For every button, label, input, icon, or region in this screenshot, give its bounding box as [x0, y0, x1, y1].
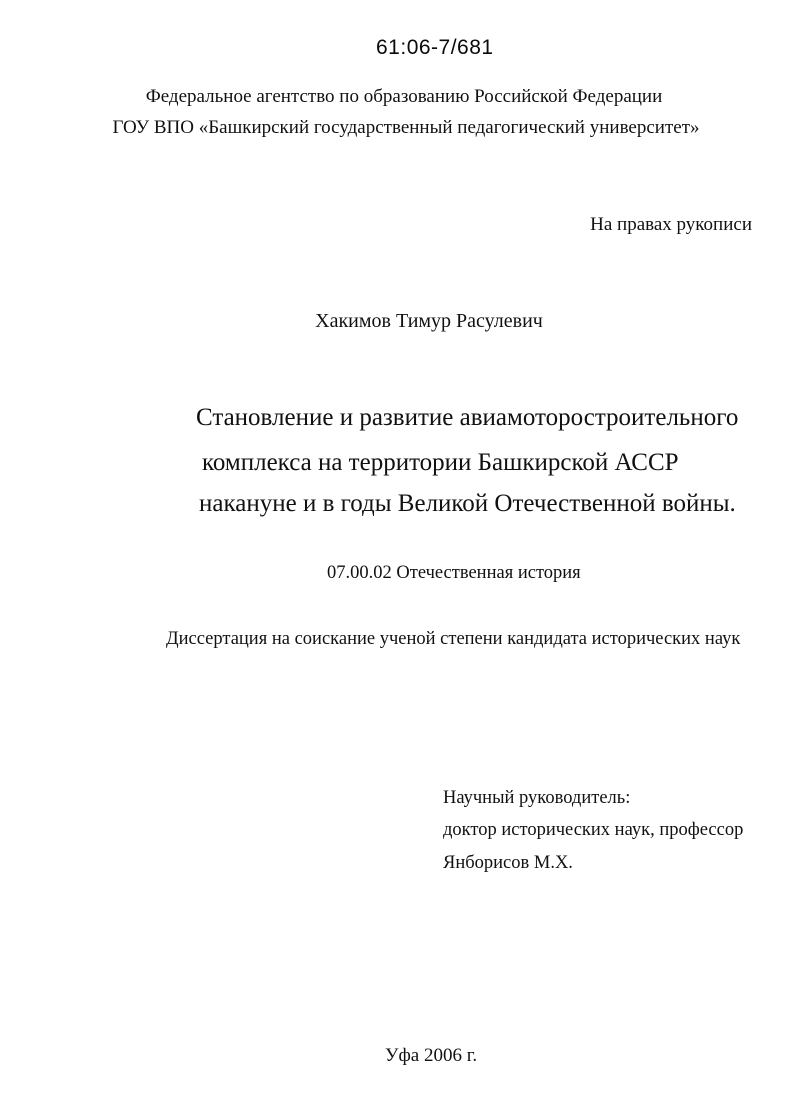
title-line: накануне и в годы Великой Отечественной войны. [199, 490, 736, 517]
supervisor-label: Научный руководитель: [443, 788, 631, 808]
university-name: ГОУ ВПО «Башкирский государственный педагогический университет» [112, 117, 700, 138]
title-line: комплекса на территории Башкирской АССР [202, 449, 679, 476]
supervisor-name: Янборисов М.Х. [443, 853, 573, 873]
archive-code: 61:06-7/681 [376, 36, 494, 59]
degree-statement: Диссертация на соискание ученой степени кандидата исторических наук [166, 629, 741, 649]
author-name: Хакимов Тимур Расулевич [315, 310, 543, 332]
agency-name: Федеральное агентство по образованию Российской Федерации [145, 86, 663, 107]
title-line: Становление и развитие авиамоторостроительного [196, 404, 739, 431]
rights-note: На правах рукописи [590, 214, 752, 235]
supervisor-degree: доктор исторических наук, профессор [443, 820, 744, 840]
specialty-code: 07.00.02 Отечественная история [327, 563, 581, 583]
place-year: Уфа 2006 г. [385, 1045, 478, 1066]
